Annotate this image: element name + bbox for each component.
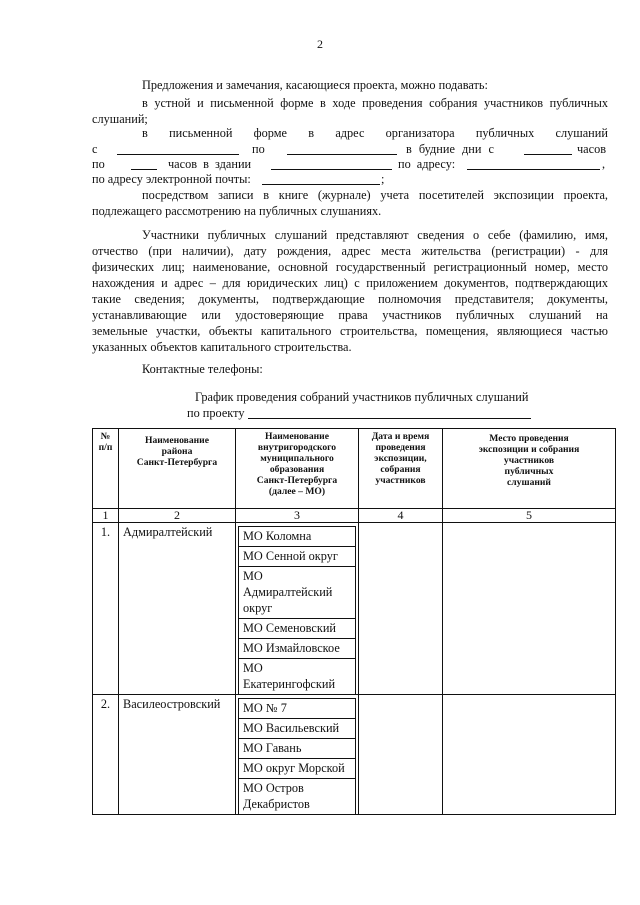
mo-item: МО Измайловское: [238, 638, 356, 659]
mo-list: [236, 523, 359, 695]
table-header-row: [93, 429, 616, 509]
header-num: № п/п: [93, 429, 119, 509]
address-comma: ,: [602, 157, 606, 171]
mo-item: МО Семеновский: [238, 618, 356, 639]
address-label: по адресу:: [398, 157, 456, 171]
column-numbers-row: [93, 509, 616, 523]
book-line1: посредством записи в книге (журнале) учета посетителей экспозиции проекта,: [142, 188, 608, 202]
column-number: 5: [443, 509, 616, 523]
proposals-intro: Предложения и замечания, касающиеся проекта, можно подавать:: [142, 78, 488, 92]
schedule-subtitle: по проекту: [187, 406, 245, 420]
mo-item: МО округ Морской: [238, 758, 356, 779]
hours-label: часов: [577, 142, 607, 156]
mo-item: МО Остров Декабристов: [238, 778, 356, 814]
header-district: Наименование района Санкт-Петербурга: [119, 429, 236, 509]
district-name: Василеостровский: [119, 695, 236, 815]
header-place: Место проведения экспозиции и собрания участников публичных слушаний: [443, 429, 616, 509]
district-name: Адмиралтейский: [119, 523, 236, 695]
proposals-oral-line1: в устной и письменной форме в ходе проведения собрания участников публичных: [142, 96, 608, 110]
mo-item: МО Сенной округ: [238, 546, 356, 567]
column-number: 4: [359, 509, 443, 523]
building-blank[interactable]: [271, 158, 392, 170]
participants-line-4: нахождения и адрес – для юридических лиц) с приложением документов, подтверждающих: [92, 276, 608, 290]
date-to-blank[interactable]: [287, 143, 397, 155]
column-number: 2: [119, 509, 236, 523]
participants-line-6: устанавливающие или удостоверяющие права участников публичных слушаний на: [92, 308, 608, 322]
proposals-written-line: в письменной форме в адрес организатора публичных слушаний: [142, 126, 608, 140]
row-number: 1.: [93, 523, 119, 695]
hours-from-blank[interactable]: [524, 143, 572, 155]
header-mo: Наименование внутригородского муниципального образования Санкт-Петербурга (далее – МО): [236, 429, 359, 509]
schedule-table: [92, 428, 616, 815]
column-number: 3: [236, 509, 359, 523]
mo-item: МО Адмиралтейский округ: [238, 566, 356, 619]
page-number: 2: [317, 37, 323, 51]
until-label: по: [92, 157, 105, 171]
schedule-title: График проведения собраний участников публичных слушаний: [195, 390, 529, 404]
contacts-label: Контактные телефоны:: [142, 362, 263, 376]
place-cell[interactable]: [443, 523, 616, 695]
participants-line-5: такие сведения; документы, подтверждающие полномочия представителя; документы,: [92, 292, 608, 306]
row-number: 2.: [93, 695, 119, 815]
participants-line-7: земельные участки, объекты капитального строительства, помещения, являющиеся частью: [92, 324, 608, 338]
participants-line-1: Участники публичных слушаний представляют сведения о себе (фамилию, имя,: [142, 228, 608, 242]
weekdays-label: в будние дни с: [406, 142, 494, 156]
header-datetime: Дата и время проведения экспозиции, собрания участников: [359, 429, 443, 509]
place-cell[interactable]: [443, 695, 616, 815]
date-from-blank[interactable]: [117, 143, 239, 155]
building-label: часов в здании: [168, 157, 252, 171]
datetime-cell[interactable]: [359, 523, 443, 695]
project-name-blank[interactable]: [248, 407, 531, 419]
hours-to-blank[interactable]: [131, 158, 157, 170]
mo-list: [236, 695, 359, 815]
column-number: 1: [93, 509, 119, 523]
to-label: по: [252, 142, 265, 156]
participants-line-2: отчество (при наличии), дату рождения, адрес места жительства (регистрации) - для: [92, 244, 608, 258]
table-row: [93, 523, 616, 695]
table-row: [93, 695, 616, 815]
participants-line-3: физических лиц; наименование, основной государственный регистрационный номер, место: [92, 260, 608, 274]
datetime-cell[interactable]: [359, 695, 443, 815]
mo-item: МО Коломна: [238, 526, 356, 547]
book-line2: подлежащего рассмотрению на публичных слушаниях.: [92, 204, 382, 218]
mo-item: МО Екатерингофский: [238, 658, 356, 694]
email-blank[interactable]: [262, 173, 380, 185]
from-label: с: [92, 142, 98, 156]
proposals-oral-line2: слушаний;: [92, 112, 148, 126]
address-blank[interactable]: [467, 158, 600, 170]
email-label: по адресу электронной почты:: [92, 172, 251, 186]
email-semicolon: ;: [381, 172, 385, 186]
mo-item: МО № 7: [238, 698, 356, 719]
mo-item: МО Гавань: [238, 738, 356, 759]
mo-item: МО Васильевский: [238, 718, 356, 739]
participants-line-8: указанных объектов капитального строительства.: [92, 340, 352, 354]
